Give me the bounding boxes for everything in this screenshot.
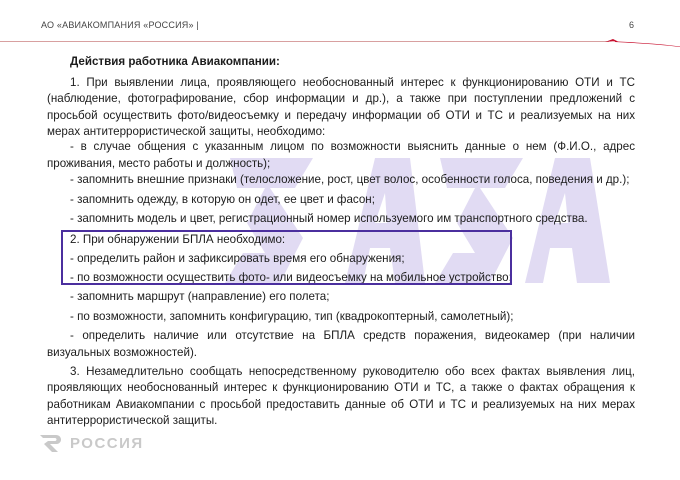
list-item: - запомнить одежду, в которую он одет, ее цвет и фасон; bbox=[70, 193, 375, 206]
list-item: - определить наличие или отсутствие на БПЛА средств поражения, видеокамер (при наличии визуальных возможностей). bbox=[47, 329, 635, 359]
rossiya-logo-icon bbox=[38, 432, 64, 454]
list-item: - запомнить модель и цвет, регистрационный номер используемого им транспортного средства. bbox=[70, 212, 588, 225]
paragraph-2: 2. При обнаружении БПЛА необходимо: bbox=[70, 233, 286, 246]
section-title: Действия работника Авиакомпании: bbox=[70, 55, 280, 68]
paragraph-1: 1. При выявлении лица, проявляющего необоснованный интерес к функционированию ОТИ и ТС (наблюдение, фотографирование, сбор информации и др.), а также при поступлении предложений с просьбой осуществить фото/видеосъемку и передачу информации об ОТИ и ТС и реализуемых на них мерах антитеррористической защиты, необходимо: bbox=[47, 76, 635, 138]
header-swoosh-icon bbox=[605, 37, 680, 47]
highlight-box bbox=[61, 230, 512, 285]
list-item: - по возможности, запомнить конфигурацию, тип (квадрокоптерный, самолетный); bbox=[70, 310, 514, 323]
paragraph-3: 3. Незамедлительно сообщать непосредственному руководителю обо всех фактах выявления лиц, проявляющих необоснованный интерес к функционированию ОТИ и ТС, а также о фактах обращения к работникам Авиакомпании с просьбой предоставить данные об ОТИ и ТС и реализуемых на них мерах антитеррористической защиты. bbox=[47, 365, 635, 427]
list-item: - по возможности осуществить фото- или видеосъемку на мобильное устройство; bbox=[70, 271, 512, 284]
document-header: АО «АВИАКОМПАНИЯ «РОССИЯ» | bbox=[41, 20, 199, 30]
list-item: - запомнить внешние признаки (телосложение, рост, цвет волос, особенности голоса, поведения и др.); bbox=[70, 173, 630, 186]
page-number: 6 bbox=[629, 20, 635, 30]
header-divider bbox=[0, 41, 609, 42]
list-item: - в случае общения с указанным лицом по возможности выяснить данные о нем (Ф.И.О., адрес проживания, место работы и должность); bbox=[47, 140, 635, 170]
list-item: - запомнить маршрут (направление) его полета; bbox=[70, 290, 330, 303]
list-item: - определить район и зафиксировать время его обнаружения; bbox=[70, 252, 405, 265]
logo-text: РОССИЯ bbox=[70, 435, 144, 452]
